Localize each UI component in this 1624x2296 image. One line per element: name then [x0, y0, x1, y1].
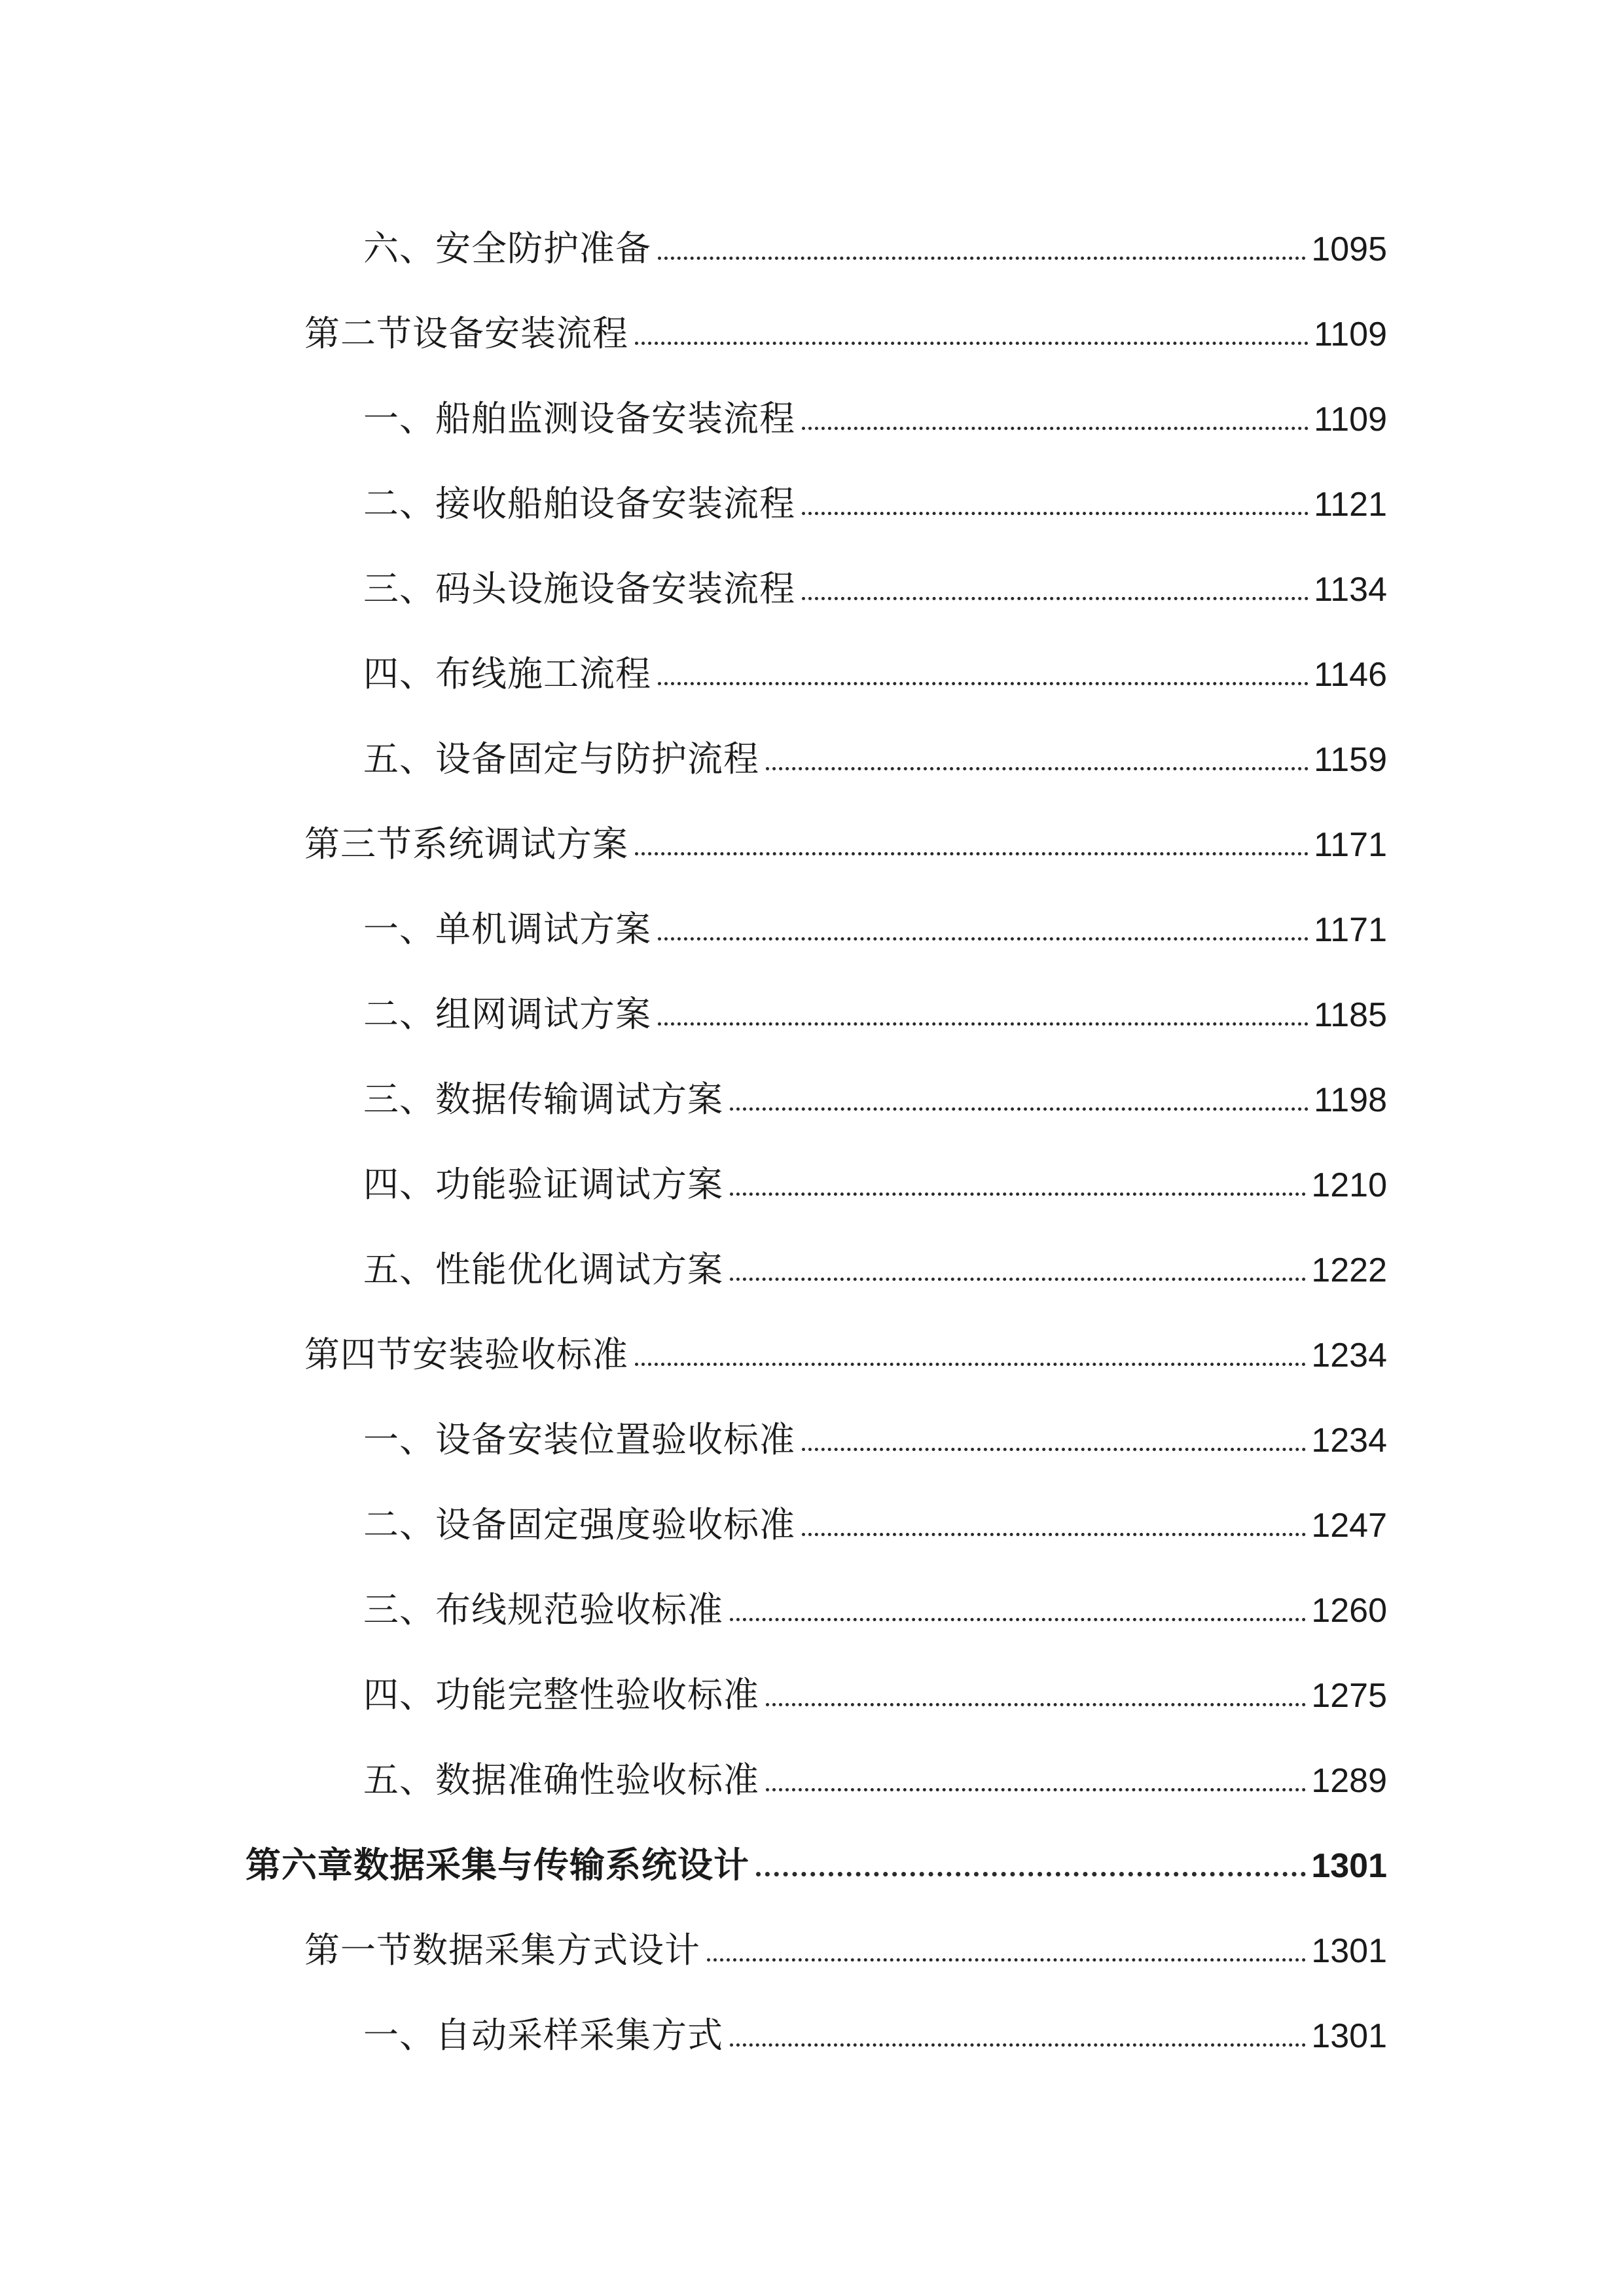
toc-leader-dots — [802, 597, 1308, 600]
toc-entry[interactable] — [363, 1660, 1387, 1713]
toc-entry-page: 1198 — [1314, 1081, 1387, 1119]
toc-entry-title: 三、数据传输调试方案 — [363, 1079, 723, 1120]
toc-entry-title: 第六章数据采集与传输系统设计 — [245, 1844, 749, 1886]
toc-leader-dots — [658, 682, 1308, 685]
toc-leader-dots — [730, 1278, 1306, 1281]
toc-entry[interactable] — [363, 469, 1387, 522]
toc-entry[interactable] — [304, 299, 1387, 354]
toc-leader-dots — [658, 1022, 1308, 1026]
toc-leader-dots — [707, 1958, 1306, 1962]
toc-entry-title: 二、设备固定强度验收标准 — [363, 1504, 795, 1545]
toc-entry-title: 二、组网调试方案 — [363, 994, 651, 1035]
toc-entry-title: 四、功能验证调试方案 — [363, 1164, 723, 1205]
toc-entry-page: 1260 — [1311, 1592, 1387, 1630]
toc-entry-title: 二、接收船舶设备安装流程 — [363, 483, 795, 524]
toc-entry-page: 1210 — [1311, 1166, 1387, 1204]
toc-leader-dots — [766, 1703, 1306, 1706]
toc-entry-page: 1171 — [1314, 826, 1387, 864]
toc-entry-page: 1301 — [1311, 1932, 1387, 1970]
toc-entry[interactable] — [363, 1575, 1387, 1628]
toc-entry-page: 1275 — [1311, 1677, 1387, 1715]
toc-entry-title: 五、设备固定与防护流程 — [363, 738, 759, 780]
toc-entry-page: 1171 — [1314, 911, 1387, 949]
toc-entry-title: 一、单机调试方案 — [363, 908, 651, 950]
toc-entry[interactable] — [363, 1150, 1387, 1205]
toc-entry[interactable] — [363, 214, 1387, 269]
toc-entry-page: 1159 — [1314, 741, 1387, 779]
toc-leader-dots — [730, 1107, 1308, 1111]
toc-entry[interactable] — [363, 1405, 1387, 1458]
toc-leader-dots — [635, 852, 1308, 855]
toc-leader-dots — [766, 1788, 1306, 1791]
toc-entry-page: 1185 — [1314, 996, 1387, 1034]
toc-entry-title: 五、数据准确性验收标准 — [363, 1759, 759, 1801]
toc-entry[interactable] — [363, 554, 1387, 607]
toc-entry-page: 1146 — [1314, 656, 1387, 694]
toc-entry[interactable] — [304, 1320, 1387, 1375]
toc-entry-page: 1234 — [1311, 1422, 1387, 1460]
toc-leader-dots — [766, 767, 1308, 770]
toc-entry-page: 1109 — [1314, 315, 1387, 353]
toc-leader-dots — [635, 342, 1308, 345]
toc-entry-title: 四、布线施工流程 — [363, 653, 651, 694]
toc-leader-dots — [730, 2043, 1306, 2047]
toc-entry-page: 1301 — [1311, 1847, 1387, 1885]
toc-entry-page: 1222 — [1311, 1251, 1387, 1289]
toc-entry[interactable] — [304, 810, 1387, 865]
toc-entry[interactable] — [363, 725, 1387, 780]
toc-leader-dots — [802, 427, 1308, 430]
toc-entry-title: 六、安全防护准备 — [363, 228, 651, 269]
toc-entry-page: 1247 — [1311, 1507, 1387, 1545]
toc-entry[interactable] — [363, 1746, 1387, 1801]
toc-leader-dots — [658, 937, 1308, 941]
toc-entry-title: 第二节设备安装流程 — [304, 313, 628, 354]
toc-chapter-entry[interactable] — [245, 1831, 1387, 1886]
toc-entry-page: 1234 — [1311, 1336, 1387, 1374]
toc-entry-title: 第三节系统调试方案 — [304, 823, 628, 865]
toc-entry[interactable] — [363, 2001, 1387, 2056]
toc-entry-page: 1289 — [1311, 1762, 1387, 1800]
toc-entry-title: 五、性能优化调试方案 — [363, 1249, 723, 1290]
toc-entry-title: 三、码头设施设备安装流程 — [363, 568, 795, 609]
toc-leader-dots — [658, 257, 1306, 260]
toc-entry[interactable] — [363, 1235, 1387, 1290]
toc-entry-page: 1134 — [1314, 571, 1387, 609]
toc-entry[interactable] — [363, 384, 1387, 437]
toc-leader-dots — [635, 1363, 1306, 1366]
toc-entry[interactable] — [363, 1065, 1387, 1120]
toc-leader-dots — [756, 1872, 1306, 1876]
toc-leader-dots — [802, 1448, 1306, 1451]
toc-entry-title: 一、自动采样采集方式 — [363, 2015, 723, 2056]
toc-leader-dots — [802, 1533, 1306, 1536]
toc-entry-title: 一、设备安装位置验收标准 — [363, 1419, 795, 1460]
toc-entry[interactable] — [304, 1916, 1387, 1971]
toc-entry-title: 第一节数据采集方式设计 — [304, 1929, 700, 1971]
toc-entry[interactable] — [363, 980, 1387, 1035]
toc-entry-title: 第四节安装验收标准 — [304, 1334, 628, 1375]
toc-entry[interactable] — [363, 1490, 1387, 1543]
toc-leader-dots — [730, 1193, 1306, 1196]
toc-entry[interactable] — [363, 895, 1387, 950]
toc-entry[interactable] — [363, 639, 1387, 692]
toc-entry-page: 1109 — [1314, 401, 1387, 439]
toc-entry-page: 1095 — [1311, 230, 1387, 268]
toc-entry-page: 1301 — [1311, 2017, 1387, 2055]
toc-leader-dots — [730, 1618, 1306, 1621]
toc-entry-title: 一、船舶监测设备安装流程 — [363, 398, 795, 439]
toc-entry-page: 1121 — [1314, 486, 1387, 524]
toc-leader-dots — [802, 512, 1308, 515]
toc-entry-title: 三、布线规范验收标准 — [363, 1589, 723, 1630]
toc-entry-title: 四、功能完整性验收标准 — [363, 1674, 759, 1715]
